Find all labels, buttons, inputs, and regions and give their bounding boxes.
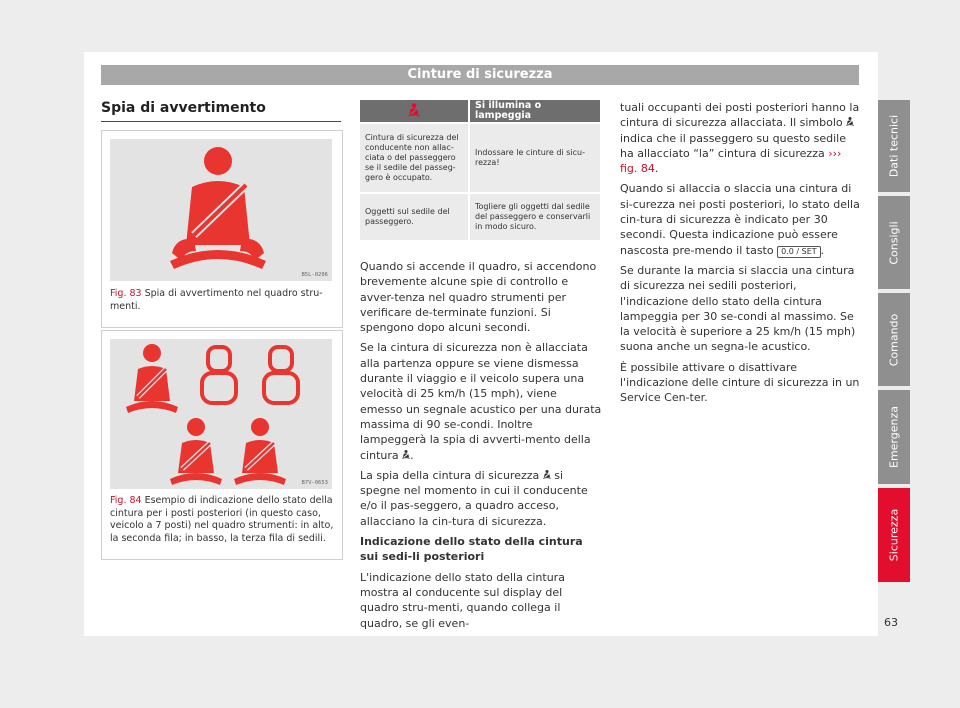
- set-button-label: 0.0 / SET: [777, 246, 821, 258]
- table-cell-action: Indossare le cinture di sicu-rezza!: [469, 123, 600, 193]
- section-divider: [101, 121, 341, 122]
- table-cell-cause: Oggetti sul sedile del passeggero.: [360, 193, 469, 240]
- figure-caption: [110, 495, 336, 545]
- tab-emergenza[interactable]: [878, 390, 910, 484]
- subheading: Indicazione dello stato della cintura sui sedi-li posteriori: [360, 535, 583, 564]
- tab-comando[interactable]: [878, 293, 910, 386]
- table-row: [360, 193, 600, 240]
- tab-label: Consigli: [887, 220, 901, 265]
- figure-caption: [110, 288, 336, 313]
- figure-83-image: [110, 139, 332, 281]
- table-cell-cause: Cintura di sicurezza del conducente non allac-ciata o del passeggero se il sedile del passeg-gero è occupato.: [360, 123, 469, 193]
- figure-label: Fig. 83: [110, 288, 142, 299]
- figure-label: Fig. 84: [110, 495, 142, 506]
- seatbelt-icon: [846, 116, 854, 127]
- figure-84: [101, 330, 343, 560]
- paragraph: Se la cintura di sicurezza non è allacciata alla partenza oppure se viene dismessa durante il viaggio e il veicolo supera una velocità di 25 km/h (15 mph), viene emesso un segnale acustico per una durata massima di 90 se-condi. Inoltre lampeggerà la spia di avverti-mento della cintura .: [360, 341, 602, 462]
- table-header-state: Si illumina o lampeggia: [469, 100, 600, 123]
- figure-caption-text: Spia di avvertimento nel quadro stru-menti.: [110, 288, 323, 312]
- section-title: Spia di avvertimento: [101, 100, 266, 116]
- rear-seat-belt-status-icon: [110, 339, 332, 489]
- figure-code: B5L-0206: [301, 272, 328, 278]
- table-header-row: [360, 100, 600, 123]
- paragraph: [360, 468, 602, 529]
- text-column-middle: [360, 259, 602, 636]
- paragraph: È possibile attivare o disattivare l'indicazione delle cinture di sicurezza in un Service Cen-ter.: [620, 360, 860, 405]
- table-row: [360, 123, 600, 193]
- paragraph: Se durante la marcia si slaccia una cintura di sicurezza nei sedili posteriori, l'indicazione dello stato della cintura lampeggia per 30 se-condi al massimo. Se la velocità è superiore a 25 km/h (15 mph) suona anche un segna-le acustico.: [620, 263, 856, 354]
- tab-sicurezza[interactable]: [878, 488, 910, 582]
- tab-label: Comando: [887, 313, 901, 366]
- figure-caption-text: Esempio di indicazione dello stato della cintura per i posti posteriori (in questo caso, veicolo a 7 posti) nel quadro strumenti: in alto, la seconda fila; in basso, la terza fila di sedili.: [110, 495, 334, 544]
- paragraph-text: Se la cintura di sicurezza non è allacciata alla partenza oppure se viene dismessa durante il viaggio e il veicolo supera una velocità di 25 km/h (15 mph), viene emesso un segnale acustico per una durata massima di 90 se-condi. Inoltre lampeggerà la spia di avverti-mento della cintura: [360, 341, 602, 462]
- paragraph-text: La spia della cintura di sicurezza: [360, 468, 540, 482]
- text-column-right: [620, 100, 860, 411]
- paragraph: Quando si allaccia o slaccia una cintura di si-curezza nei posti posteriori, lo stato della cin-tura di sicurezza è indicato per 30 secondi. Questa indicazione può essere nascosta pre-mendo il tasto 0.0 / SET .: [620, 182, 860, 257]
- tab-consigli[interactable]: [878, 196, 910, 289]
- figure-code: B7V-0653: [301, 480, 328, 486]
- warning-lamp-table: [360, 100, 600, 240]
- paragraph-text: tuali occupanti dei posti posteriori hanno la cintura di sicurezza allacciata. Il simbolo: [620, 101, 860, 130]
- page-number: 63: [884, 616, 898, 629]
- cross-reference-arrow: ›››: [828, 146, 842, 160]
- paragraph-text: Quando si allaccia o slaccia una cintura di si-curezza nei posti posteriori, lo stato della cin-tura di sicurezza è indicato per 30 secondi. Questa indicazione può essere nascosta pre-mendo il tasto: [620, 182, 860, 257]
- cross-reference-link[interactable]: fig. 84: [620, 162, 655, 176]
- paragraph-text: si spegne nel momento in cui il conducente e/o il pas-seggero, a quadro acceso, allacciano la cin-tura di sicurezza.: [360, 468, 588, 528]
- tab-dati-tecnici[interactable]: [878, 100, 910, 192]
- tab-label: Sicurezza: [887, 508, 901, 562]
- chapter-header: Cinture di sicurezza: [101, 65, 859, 85]
- tab-label: Dati tecnici: [887, 114, 901, 178]
- tab-label: Emergenza: [887, 406, 901, 468]
- paragraph: L'indicazione dello stato della cintura mostra al conducente sul display del quadro stru-menti, quando collega il quadro, se gli even-: [360, 570, 565, 630]
- seatbelt-warning-icon: [110, 139, 332, 281]
- seatbelt-icon: [408, 103, 420, 117]
- figure-83: [101, 130, 343, 328]
- seatbelt-icon: [402, 449, 410, 460]
- paragraph: Quando si accende il quadro, si accendono brevemente alcune spie di controllo e avver-tenza nel quadro strumenti per verificare de-terminate funzioni. Si spengono dopo alcuni secondi.: [360, 260, 597, 335]
- figure-84-image: [110, 339, 332, 489]
- table-cell-action: Togliere gli oggetti dal sedile del passeggero e conservarli in modo sicuro.: [469, 193, 600, 240]
- seatbelt-icon: [543, 469, 551, 480]
- paragraph-text: indica che il passeggero su questo sedile ha allacciato “la” cintura di sicurezza: [620, 131, 846, 160]
- paragraph: tuali occupanti dei posti posteriori hanno la cintura di sicurezza allacciata. Il simbolo indica che il passeggero su questo sedile ha allacciato “la” cintura di sicurezza ››› fig. 84.: [620, 101, 860, 176]
- table-header-symbol: [360, 100, 469, 123]
